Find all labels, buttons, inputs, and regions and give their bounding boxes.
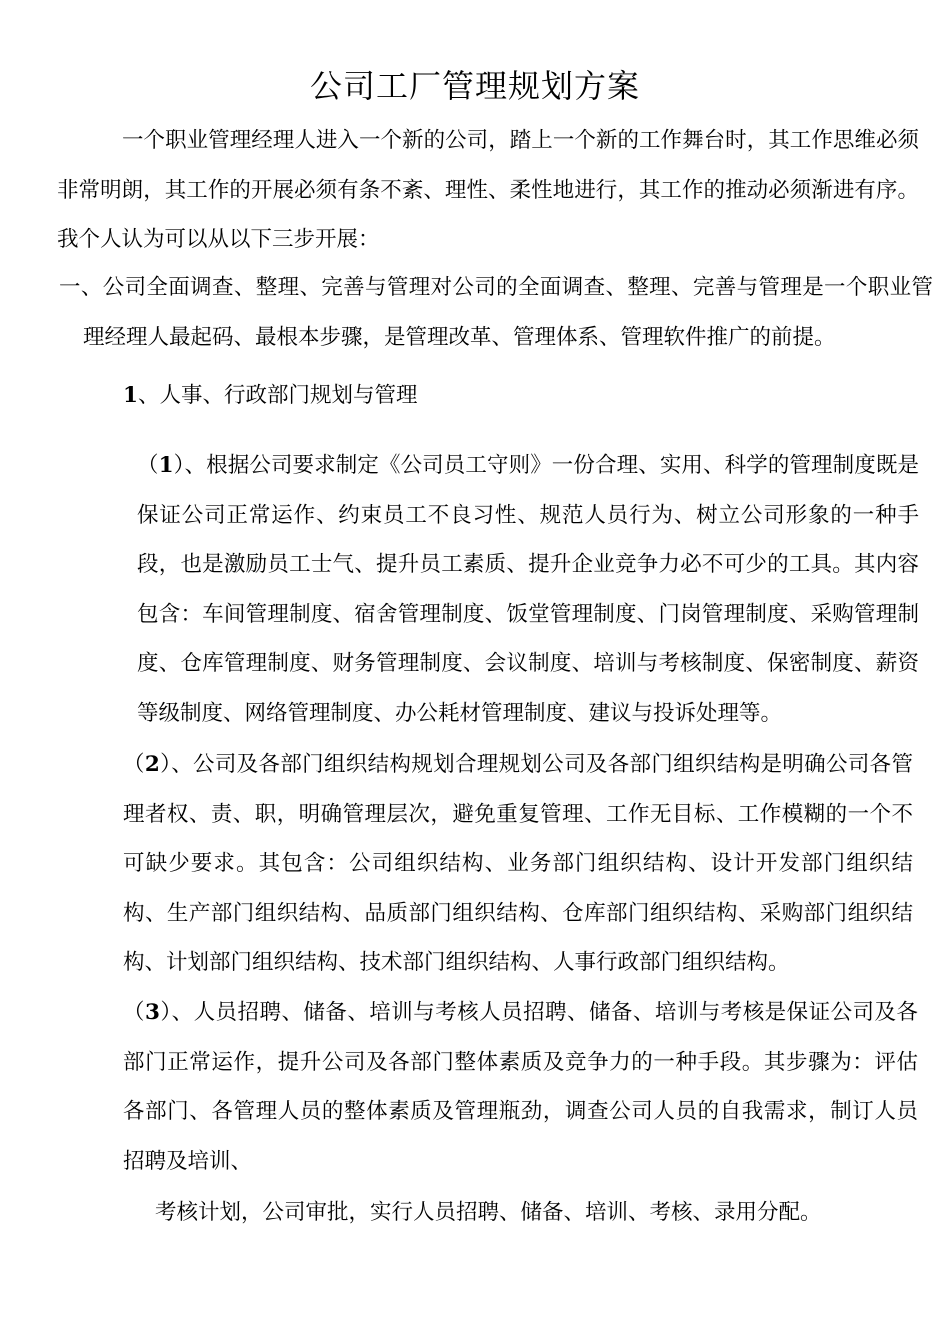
- closing-line: 考核计划，公司审批，实行人员招聘、储备、培训、考核、录用分配。: [155, 1200, 822, 1225]
- subsection-1-number: 1: [123, 383, 138, 408]
- item-2-open-paren: （: [123, 752, 145, 777]
- item-3-open-paren: （: [123, 1000, 145, 1025]
- item-2-text: ）、公司及各部门组织结构规划合理规划公司及各部门组织结构是明确公司各管理者权、责、职，明确管理层次，避免重复管理、工作无目标、工作模糊的一个不可缺少要求。其包含：公司组织结构、业务部门组织结构、设计开发部门组织结构、生产部门组织结构、品质部门组织结构、仓库部门组织结构、采购部门组织结构、计划部门组织结构、技术部门组织结构、人事行政部门组织结构。: [123, 752, 913, 975]
- subsection-1-heading: [123, 371, 417, 421]
- item-3-text: ）、人员招聘、储备、培训与考核人员招聘、储备、培训与考核是保证公司及各部门正常运作，提升公司及各部门整体素质及竞争力的一种手段。其步骤为：评估各部门、各管理人员的整体素质及管理瓶劲，调查公司人员的自我需求，制订人员招聘及培训、: [123, 1000, 918, 1174]
- item-1-number: 1: [158, 453, 174, 478]
- item-1-paragraph: [137, 441, 919, 738]
- item-2-paragraph: [123, 740, 913, 988]
- item-1-open-paren: （: [137, 453, 159, 478]
- item-3-number: 3: [144, 1000, 160, 1025]
- item-2-number: 2: [144, 752, 160, 777]
- item-1-text: ）、根据公司要求制定《公司员工守则》一份合理、实用、科学的管理制度既是保证公司正常运作、约束员工不良习性、规范人员行为、树立公司形象的一种手段，也是激励员工士气、提升员工素质、提升企业竞争力必不可少的工具。其内容包含：车间管理制度、宿舍管理制度、饭堂管理制度、门岗管理制度、采购管理制度、仓库管理制度、财务管理制度、会议制度、培训与考核制度、保密制度、薪资等级制度、网络管理制度、办公耗材管理制度、建议与投诉处理等。: [137, 453, 919, 726]
- intro-paragraph: 一个职业管理经理人进入一个新的公司，踏上一个新的工作舞台时，其工作思维必须非常明朗，其工作的开展必须有条不紊、理性、柔性地进行，其工作的推动必须渐进有序。我个人认为可以从以下三步开展：: [57, 128, 919, 252]
- item-3-paragraph: [123, 988, 918, 1186]
- section-1-heading: 一、公司全面调查、整理、完善与管理对公司的全面调查、整理、完善与管理是一个职业管理经理人最起码、最根本步骤，是管理改革、管理体系、管理软件推广的前提。: [59, 275, 933, 350]
- subsection-1-title: 、人事、行政部门规划与管理: [137, 383, 418, 408]
- document-title: 公司工厂管理规划方案: [309, 67, 640, 105]
